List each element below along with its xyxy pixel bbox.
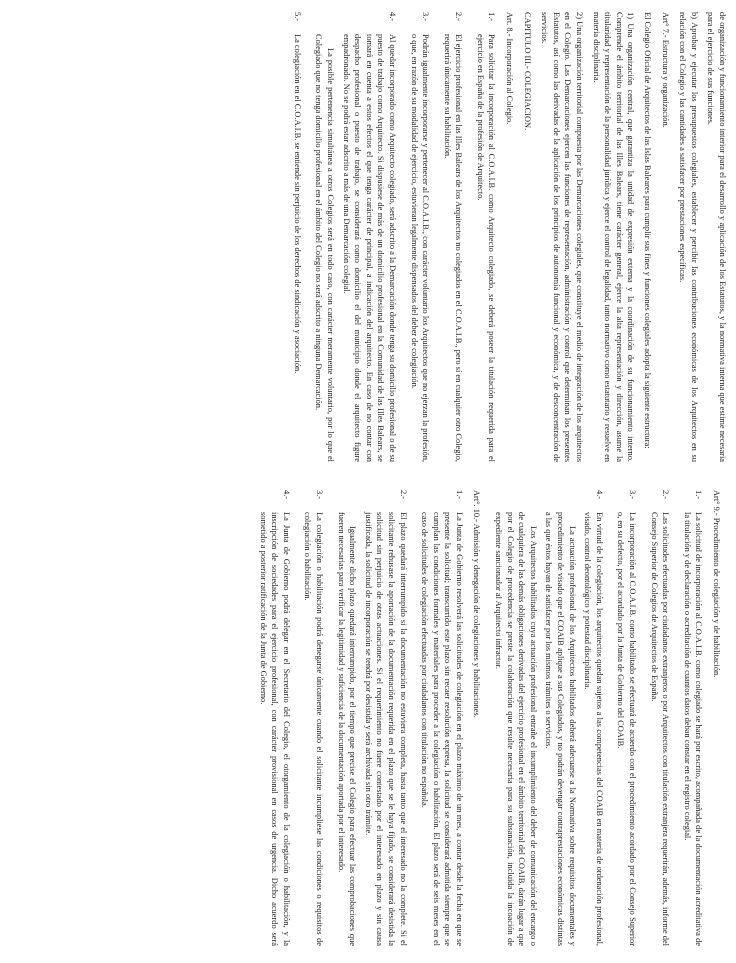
list-item [298, 490, 325, 946]
list-item [287, 12, 303, 462]
chapter-3-title: CAPITULO III.- COLEGIACION. [522, 12, 532, 131]
article-7-intro: El Colegio Oficial de Arquitectos de las Islas Baleares para cumplir sus fines y funciones colegiales adopta la siguiente estructura: [643, 12, 653, 449]
item-number: 5.- [292, 12, 302, 22]
list-item [415, 490, 465, 946]
item-text: La Junta de Gobierno resolverá las solicitudes de colegiación en el plazo máximo de un mes, a contar desde la fecha en que se presente la solicitud; transcurrido este plazo sin recaer resolución expresa, la solicitud se considerará admitida siempre que se cumplan las condiciones formales y materiales para proceder a la colegiación o habilitación. El plazo será de seis meses en el caso de solicitudes de colegiación efectuadas por ciudadanos con titulación no española. [420, 512, 464, 946]
item-text: La colegiación o habilitación podrá denegarse únicamente cuando el solicitante incumpliese las condiciones o requisitos de colegiación o habilitación. [303, 512, 324, 946]
list-item [644, 490, 671, 946]
list-item [253, 490, 292, 946]
item-text: La incorporación al C.O.A.I.B. como habilitado se efectuará de acuerdo con el procedimiento acordado por el Consejo Superior o, en su defecto, por el acordado por la Junta de Gobierno del COAIB. [616, 512, 638, 946]
list-item [489, 490, 605, 946]
article-7-point-2: 2) Una organización territorial compuesta por las Demarcaciones colegiales, que constituye el medio de integración de los arquitectos en el Colegio. Las Demarcaciones ejercen las funciones de representación, administración y control que determinan los presentes Estatutos, así como las derivadas de la aplicación de los principios de autonomía funcional y económica, y de desconcentración de servicios. [540, 12, 585, 462]
intro-paragraph: b) Aprobar y ejecutar los presupuestos colegiales, establecer y percibir las contribuciones económicas de los Arquitectos en su relación con el Colegio y las cantidades a satisfacer por prestaciones específicas. [678, 12, 699, 462]
item-number: 2.- [398, 490, 408, 500]
item-number: 1.- [487, 12, 497, 22]
list-item [677, 490, 704, 946]
item-number: 2.- [454, 12, 464, 22]
item-text: La solicitud de incorporación al C.O.A.I.B. como colegiado se hará por escrito, acompañada de la documentación acreditativa de la titulación y de declaración o acreditación de cuantos datos deban constar en el registro colegial. [682, 512, 704, 946]
item-number: 4.- [281, 490, 291, 500]
right-column [8, 490, 728, 946]
list-item [437, 12, 464, 462]
item-number: 4.- [594, 490, 604, 500]
item-text: La colegiación en el C.O.A.I.B. se entiende sin perjuicio de los derechos de sindicación y asociación. [292, 34, 302, 374]
article-9-title: Art° 9.- Procedimiento de colegiación y de habilitación. [712, 490, 721, 678]
article-7-title: Art° 7.- Estructura y organización. [660, 12, 670, 128]
list-item [404, 12, 431, 462]
list-item [470, 12, 497, 462]
left-column [8, 12, 728, 462]
item-number: 4.- [387, 12, 397, 22]
article-7-point-1: 1) Una organización central, que garantiza la unidad de expresión externa y la coordinación de su funcionamiento interno. Comprende el ámbito territorial de las Illes Balears, tiene carácter general, ejerce la alta representación y dirección, asume la titularidad y representación de la personalidad jurídica y ejerce el control de legalidad, tanto normativo como estatutario y resuelve en materia disciplinaria. [591, 12, 636, 462]
item-number: 2.- [661, 490, 671, 500]
item-text: Podrán igualmente incorporarse y pertenecer al C.O.A.I.B., con carácter voluntario los Arquitectos que no ejerzan la profesión, o que, en razón de su modalidad de ejercicio, estuvieran legalmente dispensados del deber de colegiación. [409, 34, 431, 462]
item-text: En virtud de la colegiación, los arquitectos quedan sujetos a las competencias del COAIB en materia de ordenación profesional, visado, control deontológico y potestad disciplinaria. [583, 512, 604, 946]
item-text: El ejercicio profesional en las Illes Balears de los Arquitectos no colegiados en el C.O.A.I.B., pero sí en cualquier otro Colegio, requerirá únicamente su habilitación. [442, 34, 464, 462]
item-text: Las solicitudes efectuadas por ciudadanos extranjeros o por Arquitectos con titulación extranjera requerirán, además, informe del Consejo Superior de Colegios de Arquitectos de España. [649, 512, 671, 946]
list-item [611, 490, 638, 946]
item-number: 1.- [454, 490, 464, 500]
item-number: 3.- [314, 490, 324, 500]
item-text: Para solicitar la incorporación al C.O.A.I.B. como Arquitecto colegiado, se deberá poseer la titulación requerida para el ejercicio en España de la profesión de Arquitecto. [475, 34, 497, 462]
list-item [331, 490, 409, 946]
item-extra-text: La actuación profesional de los Arquitectos habilitados deberá adecuarse a la Normativa sobre requisitos documentales y procedimiento de visado que el COAIB aplique a sus Colegiados, y no podrán devengar contraprestaciones económicas distintas a las que éstos hayan de satisfacer por los mismos trámites o servicios. [544, 512, 577, 946]
item-text: El plazo quedará interrumpido si la documentación no estuviera completa, hasta tanto que el interesado no la complete. Si el solicitante rehusase la aportación de la documentación requerida en el plazo que se le haya fijado, se considerará desistida la solicitud sin perjuicio de otras actuaciones. Si el requerimiento no fuere contestado por el interesado en plazo y sin causa justificada, la solicitud de incorporación se tendrá por desistida y será archivada sin otro trámite. [363, 512, 408, 946]
item-text: La Junta de Gobierno podrá delegar en el Secretario del Colegio, el otorgamiento de la colegiación o habilitación, y la inscripción de sociedades para el ejercicio profesional, con carácter provisional en casos de urgencia. Dicho acuerdo será sometido a posterior ratificación de la Junta de Gobierno. [258, 512, 291, 946]
item-extra-text: Igualmente dicho plazo quedará interrumpido, por el tiempo que precise el Colegio para efectuar las comprobaciones que fueren necesarias para verificar la legitimidad y suficiencia de la documentación aportada por el interesado. [336, 512, 358, 946]
article-8-title: Art. 8.- Incorporación al Colegio. [505, 12, 515, 125]
item-number: 1.- [694, 490, 704, 500]
item-number: 3.- [628, 490, 638, 500]
list-item [309, 12, 398, 462]
item-extra-text: Los Arquitectos habilitados cuya actuación profesional entrañe el incumplimiento del deber de comunicación del encargo o de cualquiera de las demás obligaciones derivadas del ejercicio profesional en el ámbito territorial del COAIB, darán lugar a que por el Colegio de procedencia se preste la colaboración que resulte necesaria para su subsanación, incluida la incoación de expediente sancionador al Arquitecto infractor. [494, 512, 538, 946]
item-number: 3.- [421, 12, 431, 22]
item-extra-text: La posible pertenencia simultánea a otros Colegios será en todo caso, con carácter meramente voluntario, por lo que el Colegiado que no tenga domicilio profesional en el ámbito del Colegio no será adscrito a ninguna Demarcación. [314, 34, 335, 462]
item-text: Al quedar incorporado como Arquitecto colegiado, será adscrito a la Demarcación donde tenga su domicilio profesional o de su puesto de trabajo como Arquitecto. Si dispusiese de más de un domicilio profesional en la Comunidad de las Illes Balears, se tomará en cuenta a estos efectos el que tenga carácter de principal, a indicación del arquitecto. En caso de no contar con despacho profesional o puesto de trabajo, se considerará como domicilio el del municipio donde el arquitecto figure empadronado. No se podrá estar adscrito a más de una Demarcación colegial. [341, 34, 397, 462]
article-10-title: Art°. 10.- Admisión y denegación de colegiaciones y habilitaciones. [472, 490, 482, 718]
intro-paragraph: de organización y funcionamiento interior para el desarrollo y aplicación de los Estatutos, y la normativa interna que estime necesaria para el ejercicio de sus funciones. [706, 12, 727, 462]
